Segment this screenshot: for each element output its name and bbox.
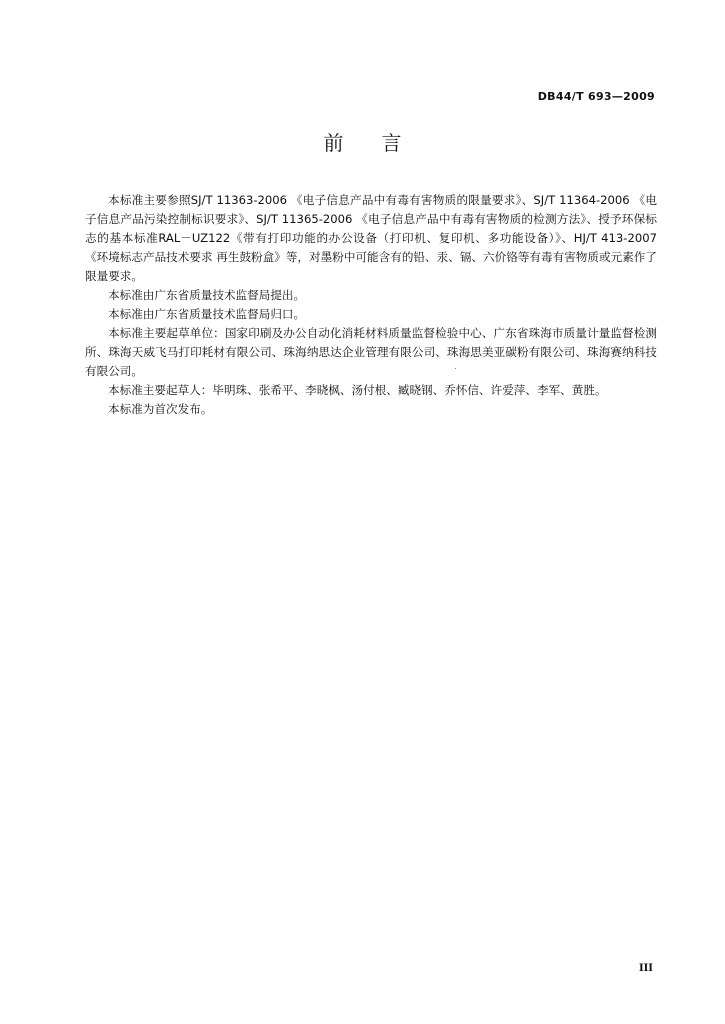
paragraph-managed-by: 本标准由广东省质量技术监督局归口。 xyxy=(108,307,306,321)
page-number: III xyxy=(638,963,653,974)
scan-speck xyxy=(455,368,456,369)
standard-code: DB44/T 693—2009 xyxy=(537,90,655,103)
paragraph-drafting-units: 本标准主要起草单位：国家印刷及办公自动化消耗材料质量监督检验中心、广东省珠海市质量计量监督检测所、珠海天威飞马打印耗材有限公司、珠海纳思达企业管理有限公司、珠海思美亚碳粉有限公司、珠海赛纳科技有限公司。 xyxy=(85,326,657,378)
paragraph-proposed-by: 本标准由广东省质量技术监督局提出。 xyxy=(108,288,306,302)
paragraph-first-release: 本标准为首次发布。 xyxy=(108,402,213,416)
foreword-body xyxy=(85,191,657,419)
section-title xyxy=(0,127,725,156)
title-char-2: 言 xyxy=(381,131,402,155)
paragraph-references: 本标准主要参照SJ/T 11363-2006 《电子信息产品中有毒有害物质的限量要求》、SJ/T 11364-2006 《电子信息产品污染控制标识要求》、SJ/T 11365-2006 《电子信息产品中有毒有害物质的检测方法》、授予环保标志的基本标准RAL－UZ122《带有打印功能的办公设备（打印机、复印机、多功能设备）》、HJ/T 413-2007 《环境标志产品技术要求 再生鼓粉盒》等，对墨粉中可能含有的铅、汞、镉、六价铬等有毒有害物质或元素作了限量要求。 xyxy=(85,193,657,283)
title-char-1: 前 xyxy=(323,131,344,155)
paragraph-drafters: 本标准主要起草人：毕明珠、张希平、李晓枫、汤付根、臧晓钢、乔怀信、许爱萍、李军、黄胜。 xyxy=(108,383,607,397)
